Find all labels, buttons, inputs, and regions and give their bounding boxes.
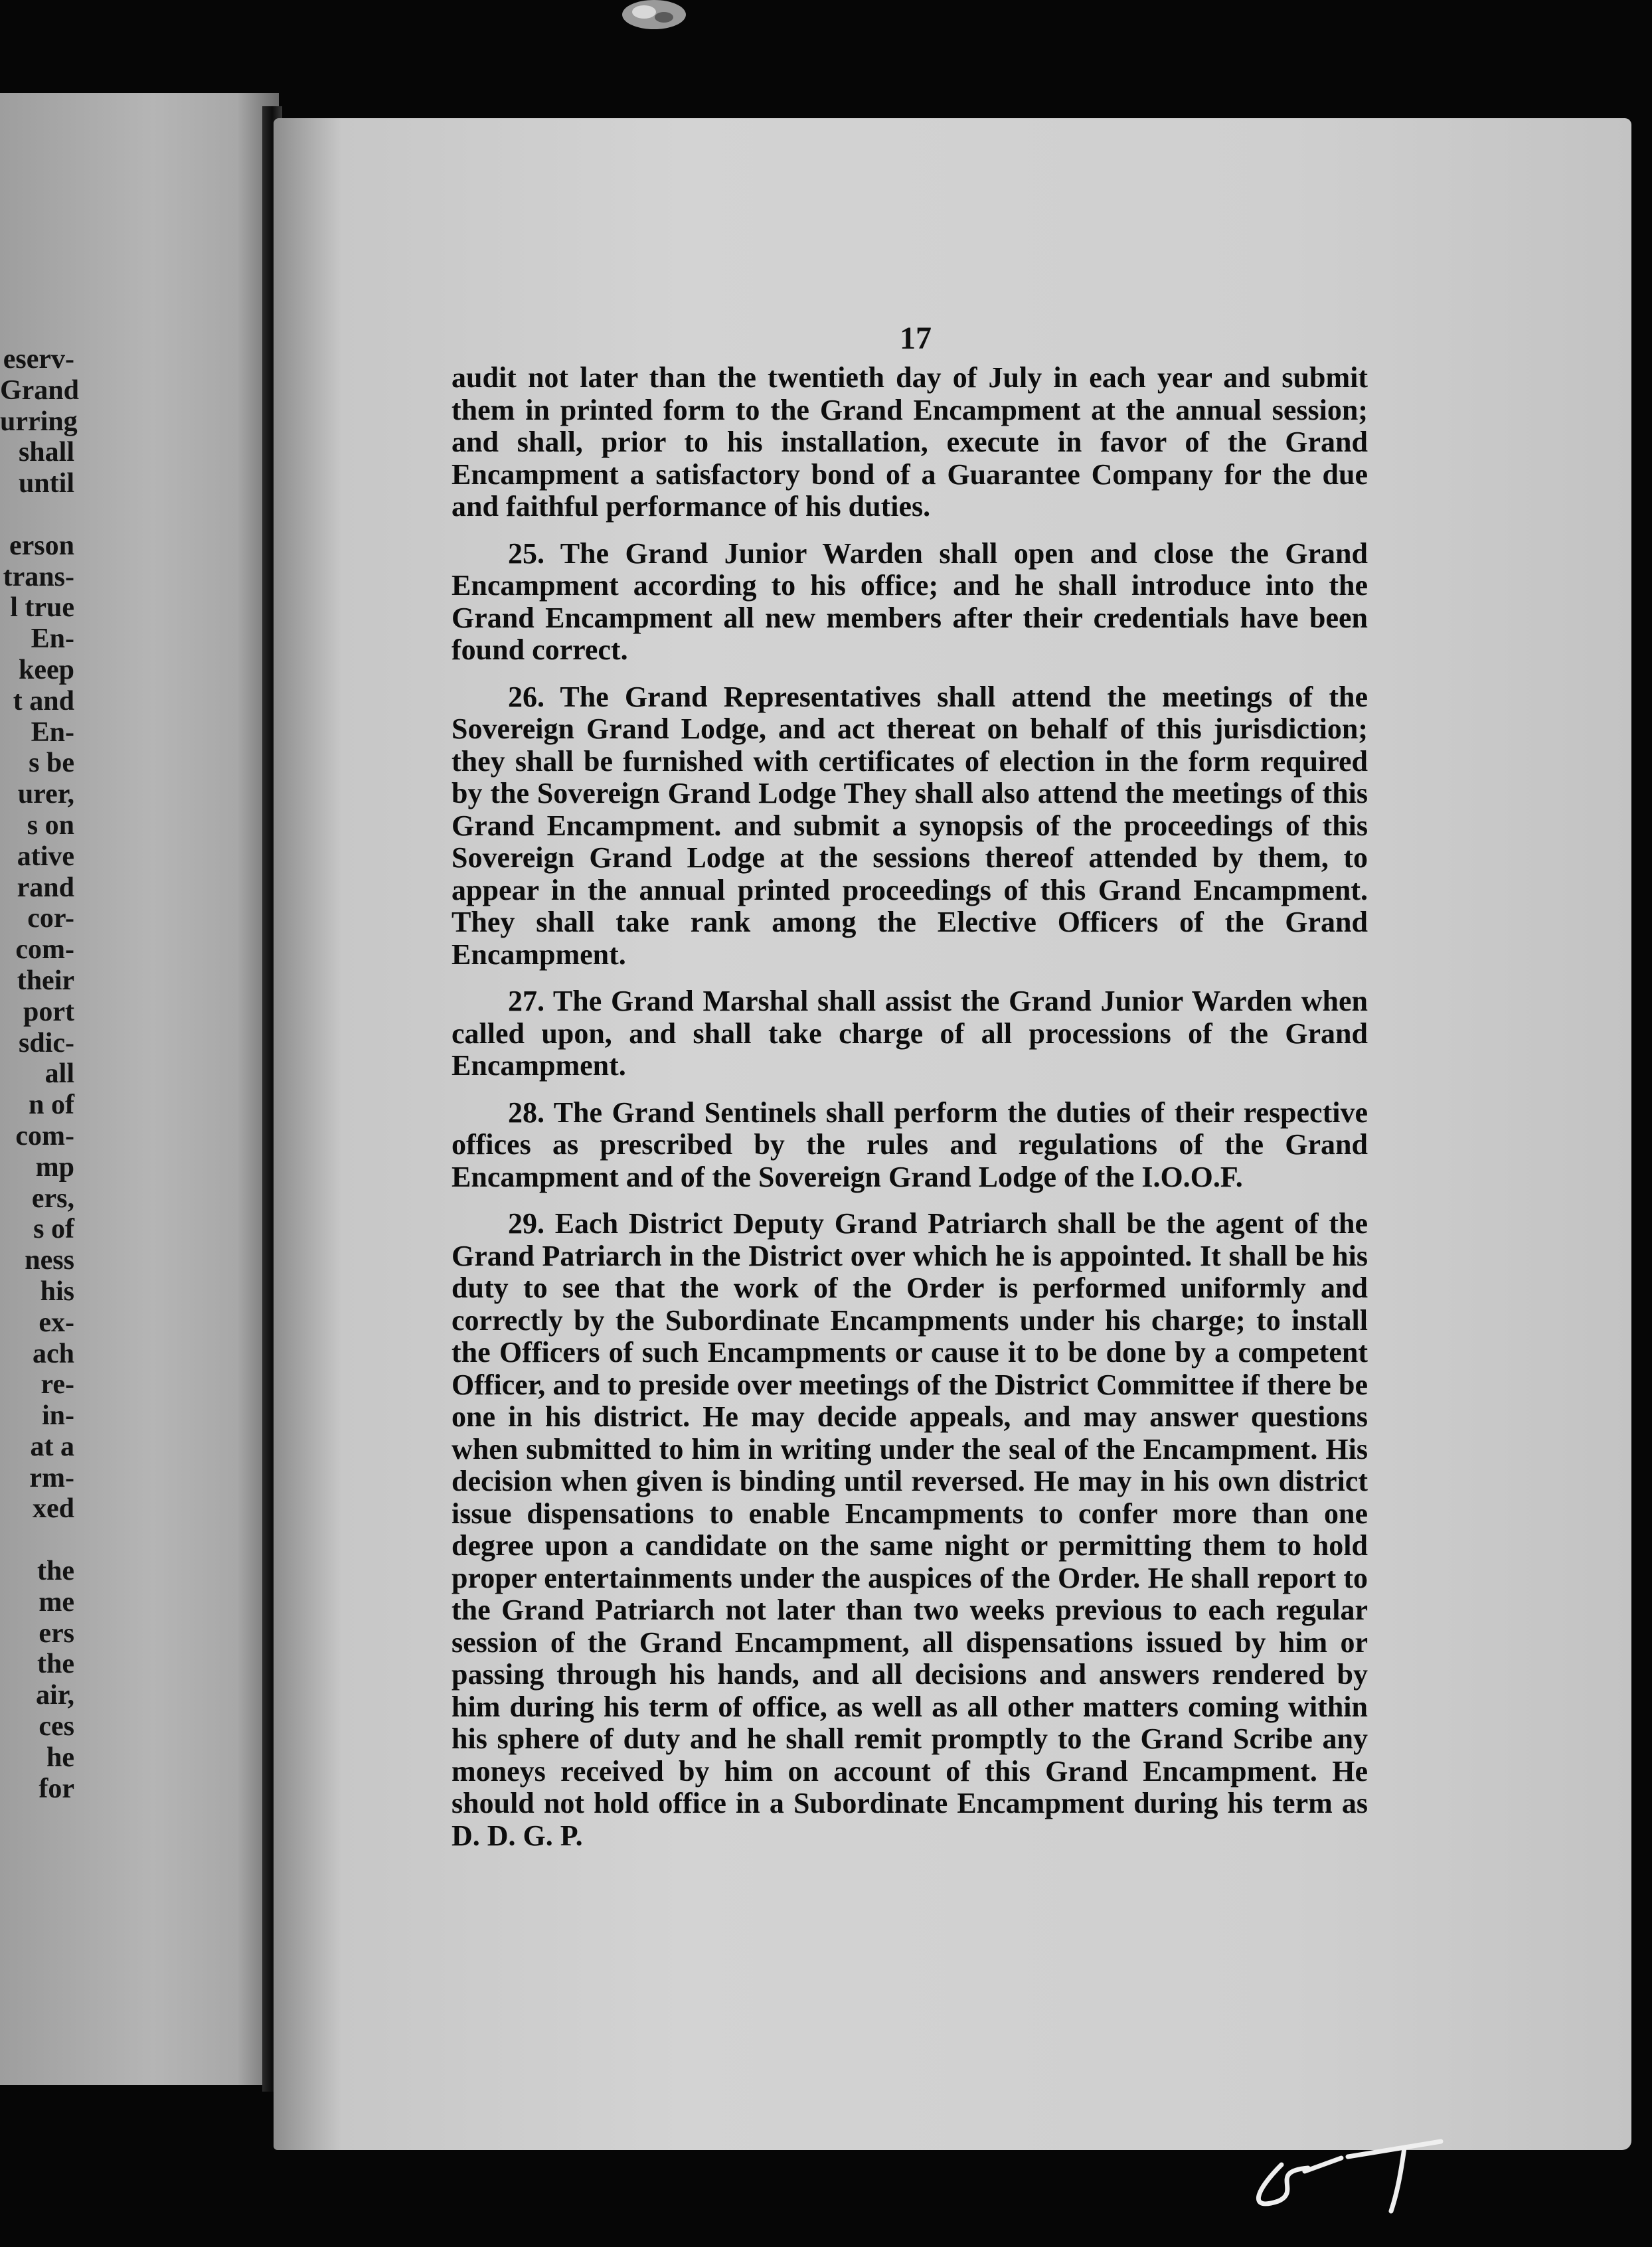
left-page-fragment: shall [18,437,74,468]
left-page-fragment: until [18,468,74,499]
left-page-fragment: ness [25,1245,74,1276]
left-page-fragment: En- [31,624,74,655]
left-page-fragment: eserv- [3,344,74,374]
left-page-fragment: s be [29,748,74,779]
left-page-fragment: t and [13,685,74,716]
paragraph-section-27: 27. The Grand Marshal shall assist the Grand Junior Warden when called upon, and shall take charge of all processions of the Grand Encampment. [452,985,1368,1082]
left-page-fragment: s on [27,809,74,841]
scan-blot-mark [618,0,691,40]
left-page-fragment: ex- [39,1307,74,1338]
left-page-fragment: urring [0,406,78,437]
left-page-fragment: erson [9,530,74,561]
paragraph-section-29: 29. Each District Deputy Grand Patriarch shall be the agent of the Grand Patriarch in the District over which he is appointed. It shall be his duty to see that the work of the Order is performed uniformly and correctly by the Subordinate Encampments under his charge; to install the Officers of such Encampments or cause it to be done by a competent Officer, and to preside over meetings of the District Committee if there be one in his district. He may decide appeals, and may answer questions when submitted to him in writing under the seal of the Encampment. His decision when given is binding until reversed. He may in his own district issue dispensations to enable Encampments to confer more than one degree upon a candidate on the same night or permitting them to hold proper entertainments under the auspices of the Order. He shall report to the Grand Patriarch not later than two weeks previous to each regular session of the Grand Encampment, all dispensations issued by him or passing through his hands, and all decisions and answers rendered by him during his term of office, as well as all other matters coming within his sphere of duty and he shall remit promptly to the Grand Scribe any moneys received by him on account of this Grand Encampment. He should not hold office in a Subordinate Encampment during his term as D. D. G. P. [452,1207,1368,1852]
left-page-fragment: the [37,1556,74,1587]
left-page-fragment: mp [35,1151,74,1183]
left-page-fragment: urer, [17,779,74,810]
left-page-fragment: all [44,1058,74,1090]
left-page-fragment: l true [10,592,74,624]
left-page-fragment: xed [33,1493,74,1525]
paragraph-section-28: 28. The Grand Sentinels shall perform the duties of their respective offices as prescribed by the rules and regulations of the Grand Encampment and of the Sovereign Grand Lodge of the I.O.O.F. [452,1096,1368,1193]
left-page-fragment: cor- [27,903,74,934]
left-page-fragment: his [40,1276,74,1307]
left-page-fragment: n of [29,1090,74,1121]
left-page-fragment: s of [33,1214,74,1245]
left-page-fragment: me [39,1586,74,1618]
left-page-fragment: re- [41,1369,74,1400]
left-page-fragment: ative [17,841,74,872]
left-page-fragment: ach [33,1338,74,1369]
page-body-text [452,362,1368,1867]
left-page-fragment: their [17,965,74,996]
left-page-fragment: ers [39,1618,74,1649]
left-page-fragment: com- [15,934,74,965]
left-page-fragment: air, [36,1680,74,1711]
left-page-fragment: the [37,1649,74,1680]
left-page-fragment: for [39,1773,74,1804]
left-page-fragment: at a [30,1431,74,1462]
handwritten-pencil-mark [1242,2118,1461,2218]
left-page-fragment: En- [31,716,74,748]
paragraph-section-25: 25. The Grand Junior Warden shall open and close the Grand Encampment according to his office; and he shall introduce into the Grand Encampment all new members after their credentials have been found correct. [452,537,1368,666]
left-page-fragment: port [23,996,74,1027]
left-page-fragment: rand [17,872,74,903]
left-page-fragment: com- [15,1120,74,1151]
left-page-fragment [0,1525,74,1556]
left-page-text-fragments [0,344,80,1804]
left-page-fragment: sdic- [19,1027,74,1058]
left-page-fragment: in- [41,1400,74,1432]
left-page-fragment: rm- [29,1462,74,1493]
paragraph-section-26: 26. The Grand Representatives shall attend the meetings of the Sovereign Grand Lodge, and act thereat on behalf of this jurisdiction; they shall be furnished with certificates of election in the form required by the Sovereign Grand Lodge They shall also attend the meetings of this Grand Encampment. and submit a synopsis of the proceedings of this Sovereign Grand Lodge at the sessions thereof attended by them, to appear in the annual printed proceedings of this Grand Encampment. They shall take rank among the Elective Officers of the Grand Encampment. [452,680,1368,971]
left-page-fragment: Grand [0,374,80,406]
left-page-fragment: ces [39,1711,74,1742]
page-number: 17 [900,321,932,356]
left-page-fragment: he [46,1742,74,1773]
left-page-fragment: trans- [3,561,74,592]
left-page-fragment: ers, [31,1183,74,1214]
paragraph-continued: audit not later than the twentieth day of July in each year and submit them in printed form to the Grand Encampment at the annual session; and shall, prior to his installation, execute in favor of the Grand Encampment a satisfactory bond of a Guarantee Company for the due and faithful performance of his duties. [452,361,1368,523]
left-page-fragment: keep [19,654,74,685]
left-page-fragment [0,499,74,531]
